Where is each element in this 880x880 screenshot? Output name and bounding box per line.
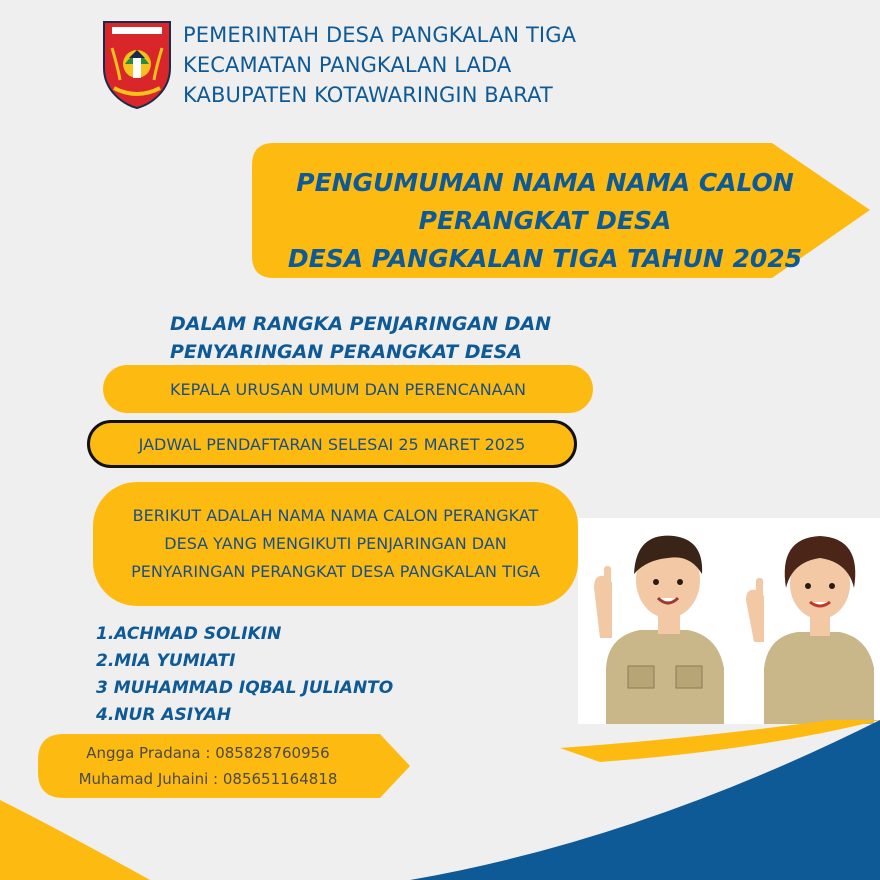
position-pill: [103, 365, 593, 413]
subtitle-line-1: DALAM RANGKA PENJARINGAN DAN: [170, 313, 552, 335]
intro-line-1: BERIKUT ADALAH NAMA NAMA CALON PERANGKAT: [132, 506, 539, 525]
intro-pill: [93, 482, 578, 606]
candidate-item: 3 MUHAMMAD IQBAL JULIANTO: [96, 678, 394, 698]
header-line-district: KECAMATAN PANGKALAN LADA: [183, 53, 512, 77]
schedule-pill: [87, 420, 577, 468]
contact-line: Angga Pradana : 085828760956: [86, 744, 330, 762]
intro-line-2: DESA YANG MENGIKUTI PENJARINGAN DAN: [164, 534, 507, 553]
header-line-village: PEMERINTAH DESA PANGKALAN TIGA: [183, 23, 577, 47]
header-institution: [183, 20, 576, 110]
civil-servants-illustration: [578, 518, 880, 724]
schedule-label: JADWAL PENDAFTARAN SELESAI 25 MARET 2025: [138, 434, 526, 454]
title-line-2: PERANGKAT DESA: [418, 206, 672, 235]
intro-line-3: PENYARINGAN PERANGKAT DESA PANGKALAN TIGA: [131, 562, 540, 581]
subtitle-line-2: PENYARINGAN PERANGKAT DESA: [170, 341, 522, 363]
candidate-list: [96, 621, 393, 729]
position-label: KEPALA URUSAN UMUM DAN PERENCANAAN: [170, 379, 526, 399]
title-line-3: DESA PANGKALAN TIGA TAHUN 2025: [287, 244, 803, 273]
regency-emblem-logo: [100, 18, 174, 110]
subtitle: [170, 310, 551, 366]
candidate-item: 2.MIA YUMIATI: [96, 651, 236, 671]
header-line-regency: KABUPATEN KOTAWARINGIN BARAT: [183, 83, 553, 107]
contact-info: [38, 740, 378, 792]
intro-text: [131, 502, 540, 586]
announcement-title: [255, 164, 835, 278]
candidate-item: 1.ACHMAD SOLIKIN: [96, 624, 282, 644]
title-line-1: PENGUMUMAN NAMA NAMA CALON: [296, 168, 794, 197]
candidate-item: 4.NUR ASIYAH: [96, 705, 232, 725]
contact-line: Muhamad Juhaini : 085651164818: [78, 770, 338, 788]
